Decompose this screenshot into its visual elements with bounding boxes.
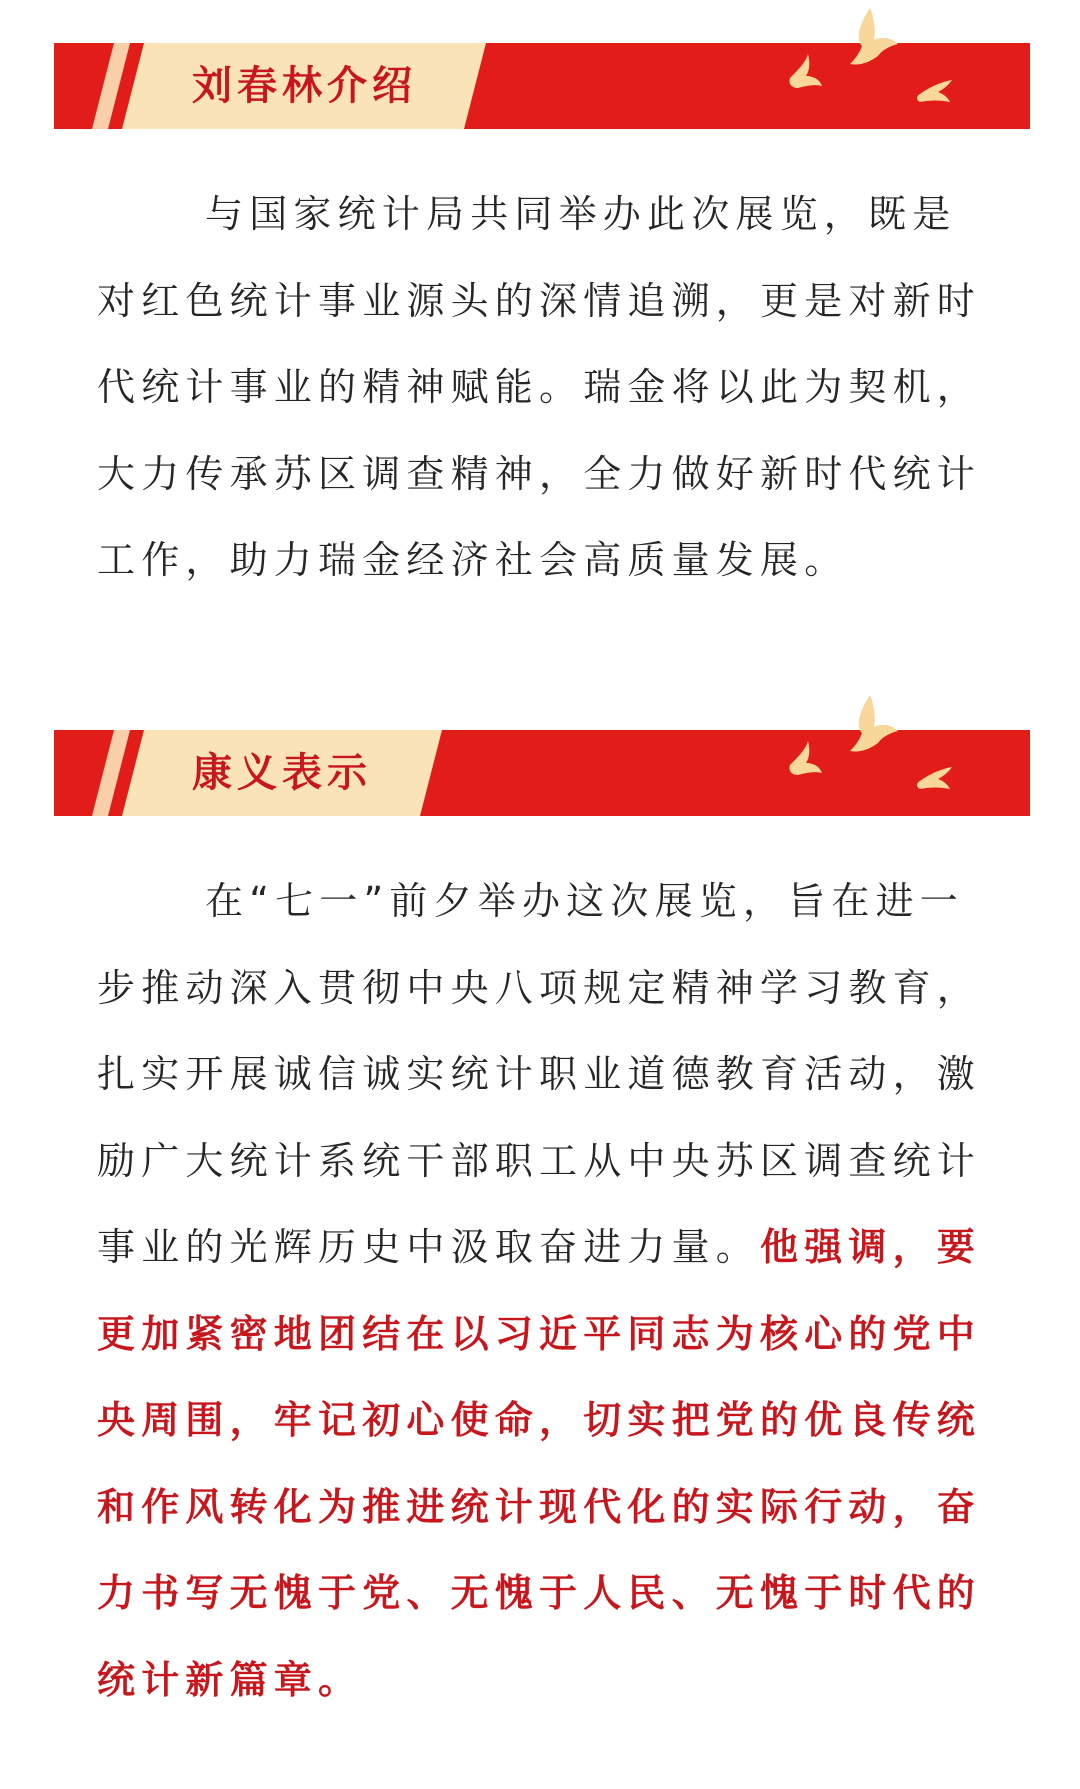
section-paragraph [97, 858, 987, 1723]
section-banner-remarks [54, 730, 1030, 816]
section-paragraph [97, 171, 987, 604]
paragraph-emphasis: 他强调，要更加紧密地团结在以习近平同志为核心的党中央周围，牢记初心使命，切实把党的优良传统和作风转化为推进统计现代化的实际行动，奋力书写无愧于党、无愧于人民、无愧于时代的统计新篇章。 [97, 1225, 982, 1702]
paragraph-text: 与国家统计局共同举办此次展览，既是对红色统计事业源头的深情追溯，更是对新时代统计事业的精神赋能。瑞金将以此为契机，大力传承苏区调查精神，全力做好新时代统计工作，助力瑞金经济社会高质量发展。 [97, 192, 982, 582]
paragraph-text: 在“七一”前夕举办这次展览，旨在进一步推动深入贯彻中央八项规定精神学习教育，扎实开展诚信诚实统计职业道德教育活动，激励广大统计系统干部职工从中央苏区调查统计事业的光辉历史中汲取奋进力量。 [97, 879, 982, 1269]
section-title: 刘春林介绍 [192, 63, 417, 109]
section-title: 康义表示 [192, 750, 372, 796]
section-banner-intro [54, 43, 1030, 129]
